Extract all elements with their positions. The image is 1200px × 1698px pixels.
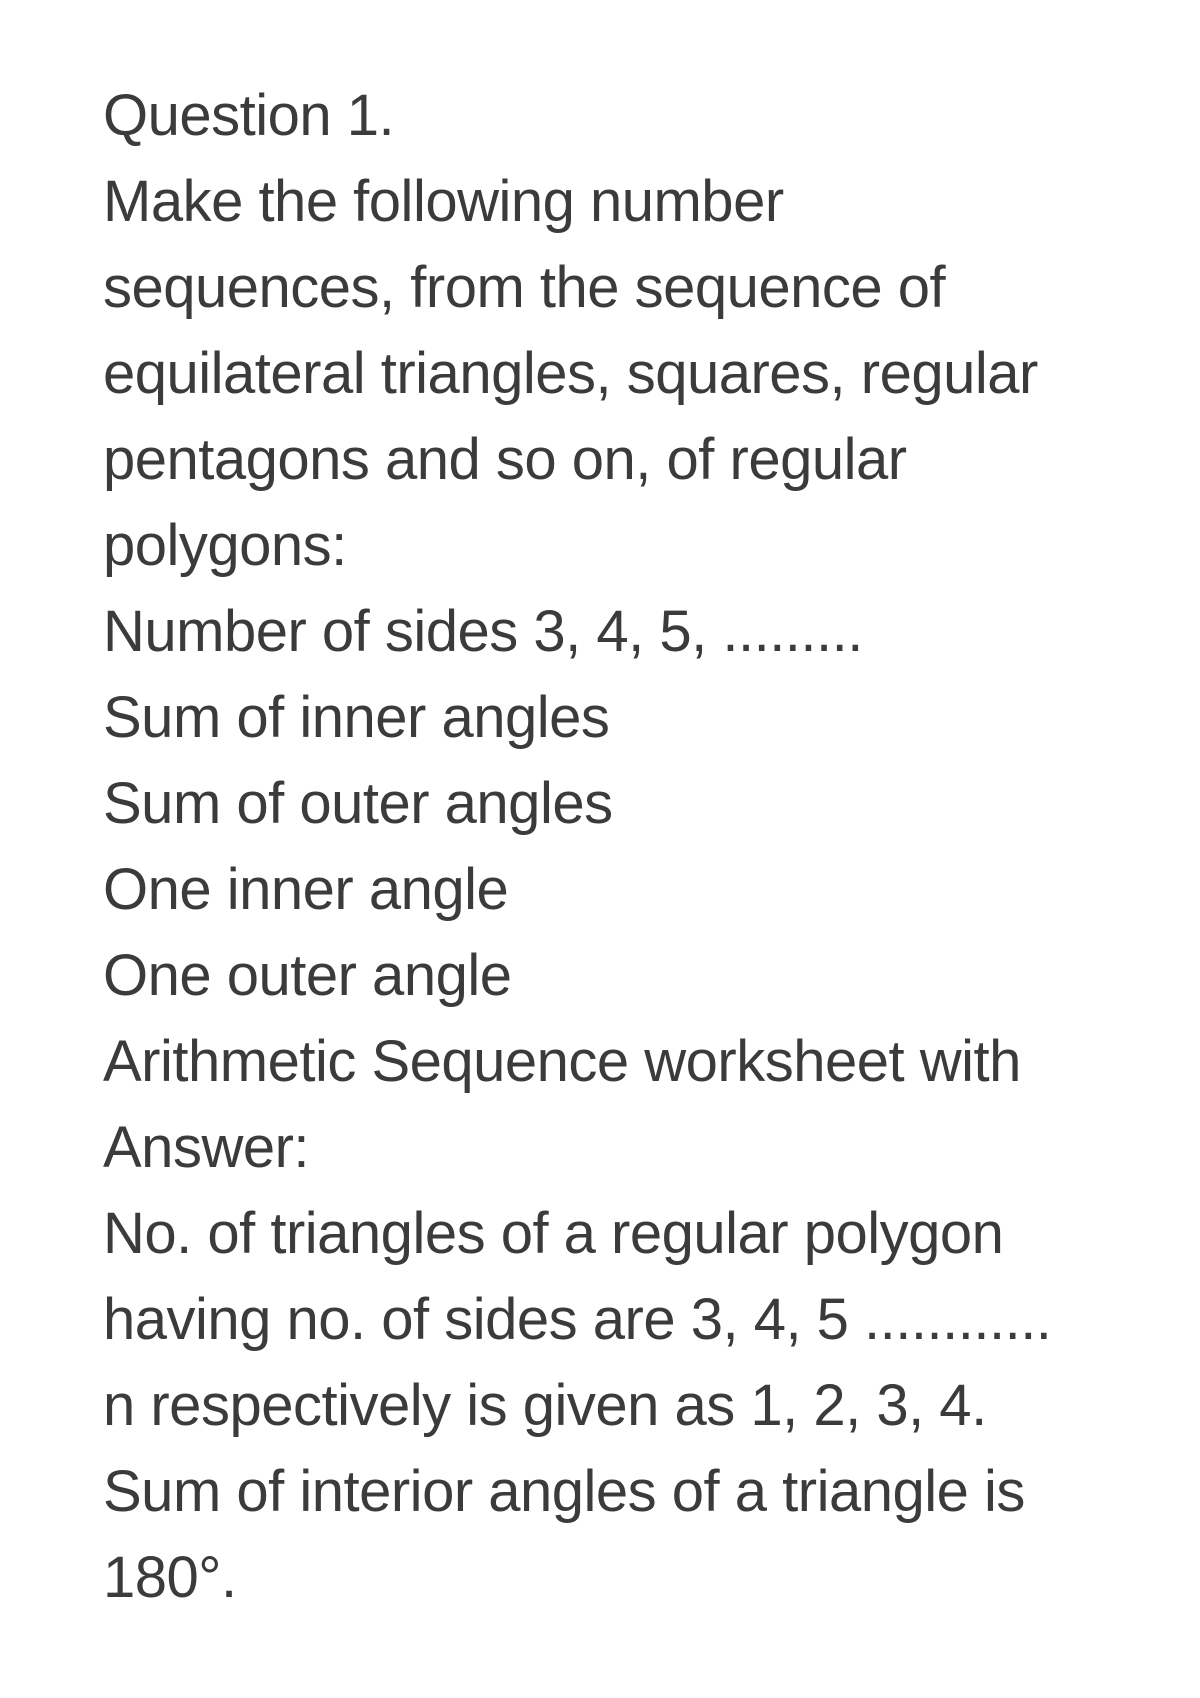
answer-line: 180°. (103, 1545, 237, 1610)
question-line: polygons: (103, 513, 347, 578)
question-line: Arithmetic Sequence worksheet with (103, 1029, 1021, 1094)
question-line: One outer angle (103, 943, 512, 1008)
question-line: Sum of inner angles (103, 685, 610, 750)
answer-line: n respectively is given as 1, 2, 3, 4. (103, 1373, 987, 1438)
question-line: sequences, from the sequence of (103, 255, 946, 320)
question-line: equilateral triangles, squares, regular (103, 341, 1038, 406)
question-heading: Question 1. (103, 83, 395, 148)
answer-line: No. of triangles of a regular polygon (103, 1201, 1004, 1266)
answer-line: Sum of interior angles of a triangle is (103, 1459, 1025, 1524)
question-line: pentagons and so on, of regular (103, 427, 907, 492)
answer-line: having no. of sides are 3, 4, 5 ............ (103, 1287, 1052, 1352)
answer-label: Answer: (103, 1115, 310, 1180)
document-body (103, 73, 1163, 1621)
question-line: Make the following number (103, 169, 784, 234)
question-line: One inner angle (103, 857, 509, 922)
question-line: Sum of outer angles (103, 771, 613, 836)
question-line: Number of sides 3, 4, 5, ......... (103, 599, 863, 664)
